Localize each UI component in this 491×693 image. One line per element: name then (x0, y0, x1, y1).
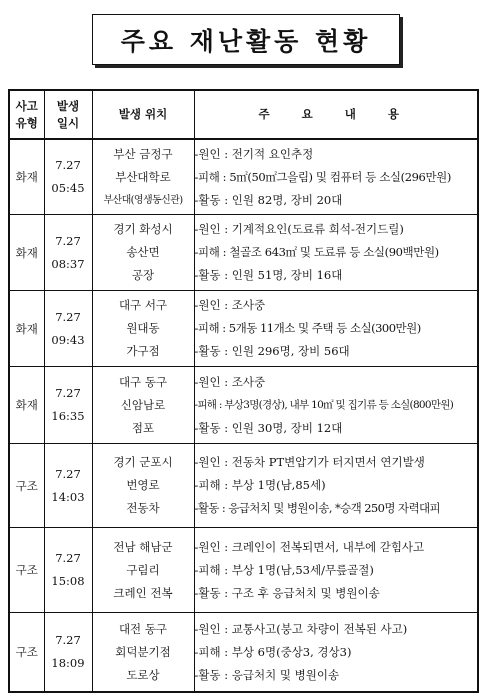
incident-time: 16:35 (51, 409, 85, 423)
content-damage: -피해 : 5㎡(50㎡그을림) 및 컴퓨터 등 소실(296만원) (194, 169, 451, 184)
location-line: 부산대(영생동신관) (103, 194, 183, 206)
location-line: 점포 (131, 420, 155, 435)
incident-type: 구조 (9, 528, 44, 613)
incident-type: 화재 (9, 215, 44, 291)
page-title: 주요 재난활동 현황 (120, 26, 372, 56)
content-damage: -피해 : 부상 1명(남,85세) (194, 478, 326, 492)
location-line: 대구 서구 (118, 298, 168, 312)
content-activity: -활동 : 인원 51명, 장비 16대 (194, 268, 343, 282)
location-line: 원대동 (126, 321, 160, 335)
location-line: 경기 군포시 (113, 455, 173, 469)
incident-datetime (44, 139, 92, 215)
incident-date: 7.27 (55, 466, 81, 481)
incident-date: 7.27 (55, 233, 81, 248)
header-type-line-2: 유형 (15, 115, 38, 130)
location-line: 구림리 (126, 562, 160, 577)
location-line: 전동차 (126, 501, 160, 515)
content-activity: -활동 : 인원 82명, 장비 20대 (194, 192, 343, 207)
location-line: 경기 화성시 (113, 222, 173, 236)
location-line: 번영로 (126, 478, 160, 492)
content-damage: -피해 : 부상3명(경상), 내부 10㎡ 및 집기류 등 소실(800만원) (194, 398, 454, 411)
table-header-row (9, 90, 478, 139)
content-cause: -원인 : 전동차 PT변압기가 터지면서 연기발생 (194, 455, 425, 469)
location-line: 송산면 (126, 245, 160, 259)
location-line: 부산대학로 (115, 169, 171, 184)
location-line: 가구점 (126, 344, 160, 358)
incident-date: 7.27 (55, 551, 81, 565)
location-line: 회덕분기점 (115, 644, 171, 659)
incident-location (92, 215, 194, 291)
incident-content (194, 528, 478, 613)
content-activity: -활동 : 응급처치 및 병원이송, *승객 250명 자력대피 (194, 501, 440, 515)
incident-type: 화재 (9, 139, 44, 215)
incident-location (92, 613, 194, 693)
table-row (9, 291, 478, 367)
incident-location (92, 139, 194, 215)
location-line: 대구 동구 (118, 374, 168, 389)
incident-date: 7.27 (55, 633, 81, 647)
incident-type: 구조 (9, 613, 44, 693)
location-line: 공장 (131, 268, 155, 282)
incident-type: 화재 (9, 291, 44, 367)
incident-time: 05:45 (51, 181, 85, 195)
content-cause: -원인 : 조사중 (194, 298, 266, 312)
incident-type: 구조 (9, 444, 44, 528)
incident-datetime (44, 444, 92, 528)
table-row (9, 139, 478, 215)
content-activity: -활동 : 인원 296명, 장비 56대 (194, 344, 350, 358)
location-line: 대전 동구 (118, 621, 168, 636)
incident-date: 7.27 (55, 386, 81, 400)
content-damage: -피해 : 철골조 643㎡ 및 도료류 등 소실(90백만원) (194, 245, 439, 259)
content-cause: -원인 : 크레인이 전복되면서, 내부에 갇힘사고 (194, 539, 425, 554)
location-line: 크레인 전복 (113, 585, 173, 600)
incident-content (194, 444, 478, 528)
content-damage: -피해 : 5개동 11개소 및 주택 등 소실(300만원) (194, 321, 421, 335)
incident-location (92, 444, 194, 528)
header-location: 발생 위치 (92, 90, 194, 139)
content-cause: -원인 : 전기적 요인추정 (194, 146, 314, 161)
incident-datetime (44, 528, 92, 613)
header-content: 주 요 내 용 (194, 90, 478, 139)
incident-time: 09:43 (51, 332, 85, 347)
location-line: 부산 금정구 (113, 146, 173, 161)
header-time (44, 90, 92, 139)
incident-datetime (44, 291, 92, 367)
incident-time: 14:03 (51, 489, 85, 504)
content-activity: -활동 : 인원 30명, 장비 12대 (194, 420, 343, 435)
incident-location (92, 528, 194, 613)
header-time-line-2: 일시 (56, 115, 80, 130)
table-row (9, 444, 478, 528)
table-row (9, 367, 478, 444)
incident-location (92, 291, 194, 367)
incident-date: 7.27 (55, 158, 81, 172)
location-line: 신암남로 (120, 397, 166, 412)
incident-datetime (44, 613, 92, 693)
content-damage: -피해 : 부상 1명(남,53세/무릎골절) (194, 562, 374, 577)
content-damage: -피해 : 부상 6명(중상3, 경상3) (194, 644, 352, 659)
incident-datetime (44, 367, 92, 444)
header-time-line-1: 발생 (56, 98, 80, 113)
incident-content (194, 367, 478, 444)
table-row (9, 613, 478, 693)
table-row (9, 215, 478, 291)
incident-time: 18:09 (51, 656, 85, 670)
incident-time: 08:37 (51, 256, 85, 271)
location-line: 전남 해남군 (113, 539, 173, 554)
incident-content (194, 215, 478, 291)
page-title-box (92, 14, 400, 65)
incident-type: 화재 (9, 367, 44, 444)
content-activity: -활동 : 응급처치 및 병원이송 (194, 667, 340, 682)
incident-content (194, 139, 478, 215)
location-line: 도로상 (126, 667, 160, 682)
content-cause: -원인 : 조사중 (194, 374, 266, 389)
content-activity: -활동 : 구조 후 응급처치 및 병원이송 (194, 585, 380, 600)
header-type-line-1: 사고 (15, 98, 38, 113)
incident-date: 7.27 (55, 309, 81, 324)
content-cause: -원인 : 교통사고(붕고 차량이 전복된 사고) (194, 621, 408, 636)
incident-content (194, 291, 478, 367)
header-type (9, 90, 44, 139)
disaster-report-table (8, 89, 479, 693)
incident-content (194, 613, 478, 693)
table-row (9, 528, 478, 613)
content-cause: -원인 : 기계적요인(도료류 희석-전기드릴) (194, 222, 404, 236)
incident-location (92, 367, 194, 444)
incident-datetime (44, 215, 92, 291)
incident-time: 15:08 (51, 574, 85, 588)
